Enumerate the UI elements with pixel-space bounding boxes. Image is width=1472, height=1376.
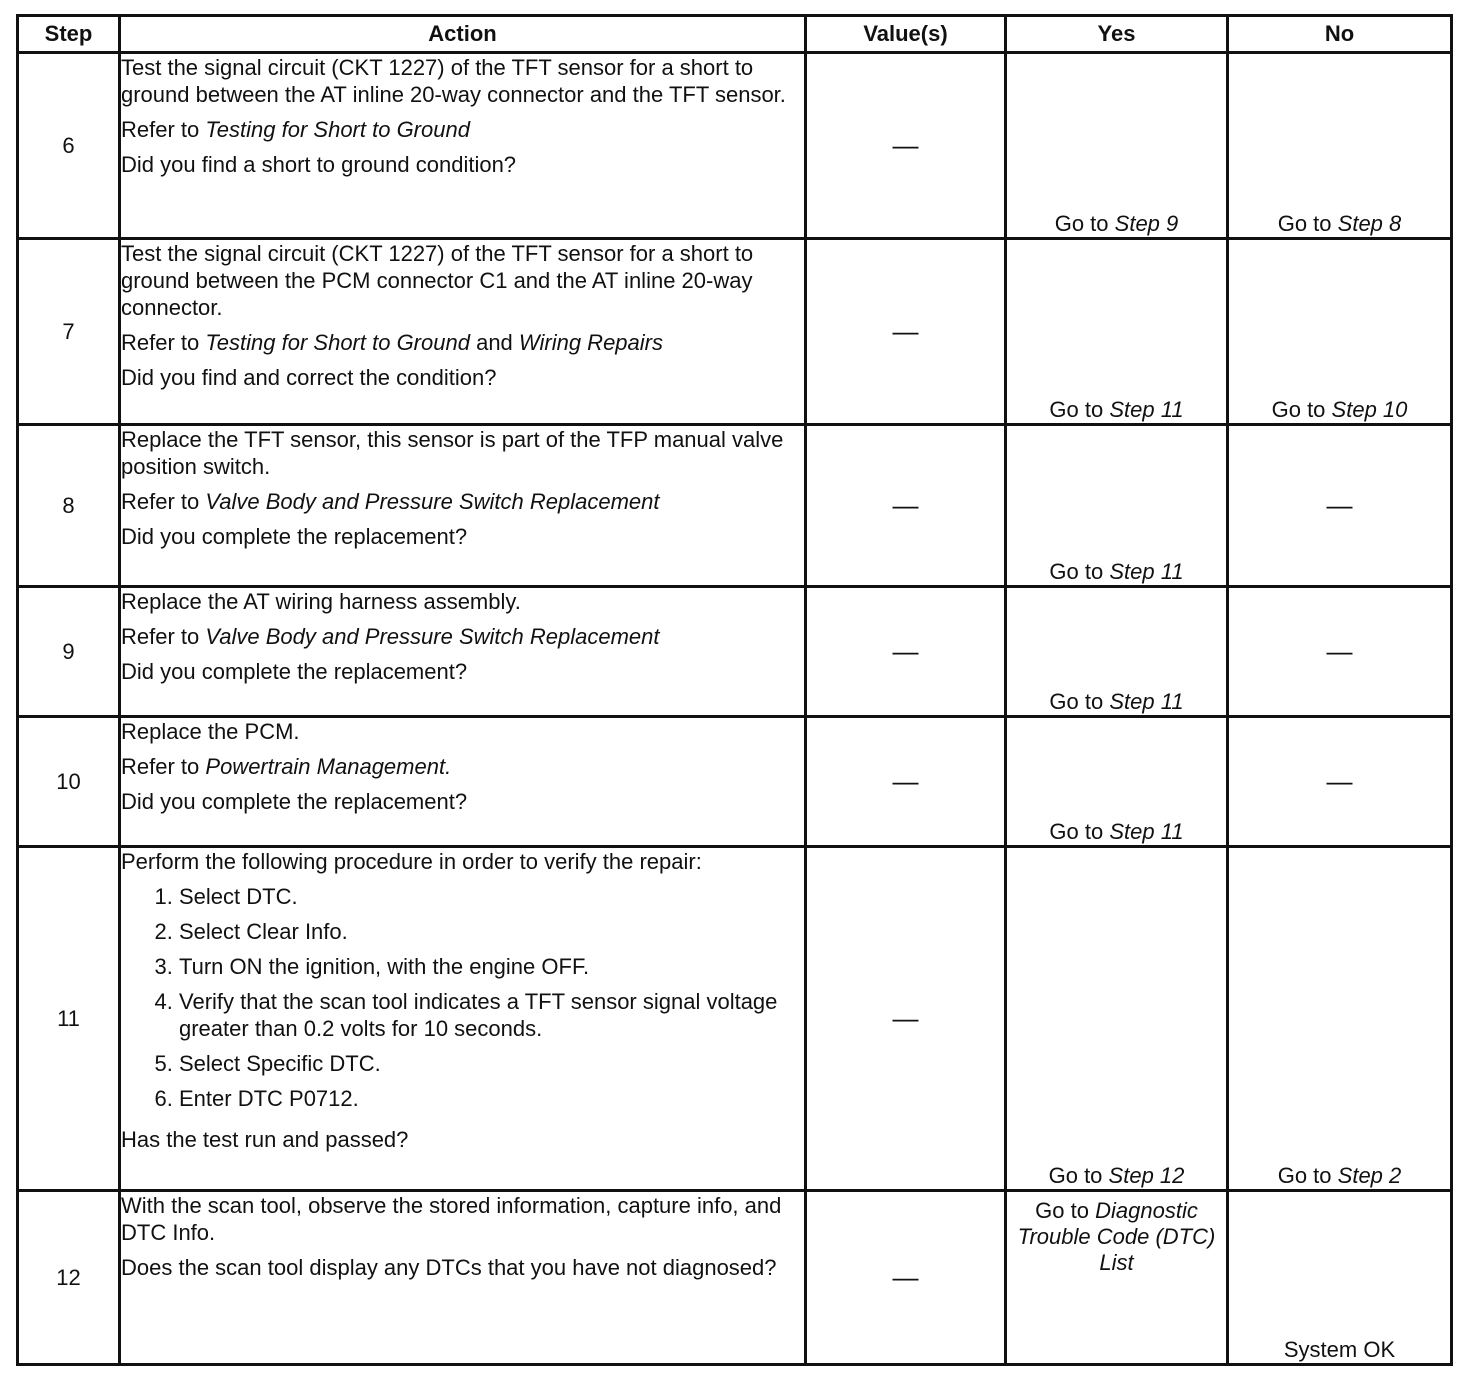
no-step-link[interactable]: Step 2 [1337, 1163, 1402, 1188]
refer-link[interactable]: Testing for Short to Ground [205, 117, 470, 142]
table-row [18, 425, 1452, 587]
list-item: 6. Enter DTC P0712. [179, 1085, 804, 1112]
action-cell [120, 53, 806, 239]
question-text: Did you find a short to ground condition? [121, 152, 517, 177]
list-item: 2. Select Clear Info. [179, 918, 804, 945]
no-cell: System OK [1228, 1191, 1452, 1365]
list-item: 3. Turn ON the ignition, with the engine OFF. [179, 953, 804, 980]
header-yes: Yes [1006, 16, 1228, 53]
refer-link[interactable]: Powertrain Management. [205, 754, 452, 779]
yes-cell: Go to Step 12 [1006, 847, 1228, 1191]
yes-step-link[interactable]: Step 11 [1109, 559, 1184, 584]
action-text: With the scan tool, observe the stored information, capture info, and DTC Info. [121, 1193, 782, 1245]
refer-line: Refer to Valve Body and Pressure Switch Replacement [121, 489, 660, 514]
table-row [18, 1191, 1452, 1365]
header-row [18, 16, 1452, 53]
table-row [18, 53, 1452, 239]
action-cell [120, 717, 806, 847]
yes-cell: Go to Step 11 [1006, 587, 1228, 717]
action-cell [120, 847, 806, 1191]
yes-step-link[interactable]: Step 11 [1109, 397, 1184, 422]
yes-cell: Go to Step 11 [1006, 239, 1228, 425]
table-row [18, 239, 1452, 425]
table-row [18, 847, 1452, 1191]
no-dash: — [1228, 425, 1452, 587]
value-dash: — [806, 717, 1006, 847]
value-dash: — [806, 239, 1006, 425]
header-action: Action [120, 16, 806, 53]
question-text: Did you complete the replacement? [121, 789, 468, 814]
refer-line: Refer to Powertrain Management. [121, 754, 452, 779]
action-text: Perform the following procedure in order to verify the repair: [121, 849, 702, 874]
step-number: 10 [18, 717, 120, 847]
refer-link[interactable]: Testing for Short to Ground [205, 330, 470, 355]
step-number: 8 [18, 425, 120, 587]
procedure-list [121, 883, 804, 1120]
diagnostic-table [16, 14, 1453, 1366]
header-no: No [1228, 16, 1452, 53]
step-number: 12 [18, 1191, 120, 1365]
action-cell [120, 239, 806, 425]
header-step: Step [18, 16, 120, 53]
refer-line: Refer to Valve Body and Pressure Switch Replacement [121, 624, 660, 649]
value-dash: — [806, 53, 1006, 239]
yes-step-link[interactable]: Step 12 [1108, 1163, 1185, 1188]
action-text: Replace the PCM. [121, 719, 300, 744]
yes-step-link[interactable]: Step 11 [1109, 819, 1184, 844]
refer-link[interactable]: Valve Body and Pressure Switch Replacement [205, 624, 660, 649]
question-text: Does the scan tool display any DTCs that you have not diagnosed? [121, 1255, 777, 1280]
yes-step-link[interactable]: Step 11 [1109, 689, 1184, 714]
question-text: Did you find and correct the condition? [121, 365, 497, 390]
yes-cell: Go to Step 9 [1006, 53, 1228, 239]
action-cell [120, 587, 806, 717]
table-row [18, 717, 1452, 847]
no-step-link[interactable]: Step 10 [1331, 397, 1408, 422]
action-cell [120, 1191, 806, 1365]
question-text: Did you complete the replacement? [121, 524, 468, 549]
table-row [18, 587, 1452, 717]
list-item: 4. Verify that the scan tool indicates a TFT sensor signal voltage greater than 0.2 volts for 10 seconds. [179, 988, 804, 1042]
yes-target-link[interactable]: Diagnostic Trouble Code (DTC) List [1017, 1198, 1216, 1275]
step-number: 6 [18, 53, 120, 239]
question-text: Did you complete the replacement? [121, 659, 468, 684]
yes-step-link[interactable]: Step 9 [1114, 211, 1179, 236]
refer-link[interactable]: Valve Body and Pressure Switch Replacement [205, 489, 660, 514]
action-text: Test the signal circuit (CKT 1227) of the TFT sensor for a short to ground between the AT inline 20-way connector and the TFT sensor. [121, 55, 786, 107]
no-dash: — [1228, 587, 1452, 717]
no-cell: Go to Step 10 [1228, 239, 1452, 425]
no-dash: — [1228, 717, 1452, 847]
no-step-link[interactable]: Step 8 [1337, 211, 1402, 236]
value-dash: — [806, 1191, 1006, 1365]
action-text: Replace the TFT sensor, this sensor is part of the TFP manual valve position switch. [121, 427, 784, 479]
yes-cell: Go to Diagnostic Trouble Code (DTC) List [1006, 1191, 1228, 1365]
step-number: 9 [18, 587, 120, 717]
no-cell: Go to Step 8 [1228, 53, 1452, 239]
list-item: 5. Select Specific DTC. [179, 1050, 804, 1077]
question-text: Has the test run and passed? [121, 1127, 409, 1152]
yes-cell: Go to Step 11 [1006, 717, 1228, 847]
step-number: 11 [18, 847, 120, 1191]
value-dash: — [806, 425, 1006, 587]
value-dash: — [806, 587, 1006, 717]
header-values: Value(s) [806, 16, 1006, 53]
action-text: Test the signal circuit (CKT 1227) of the TFT sensor for a short to ground between the PCM connector C1 and the AT inline 20-way connector. [121, 241, 754, 320]
refer-line: Refer to Testing for Short to Ground [121, 117, 470, 142]
refer-link[interactable]: Wiring Repairs [518, 330, 663, 355]
step-number: 7 [18, 239, 120, 425]
action-text: Replace the AT wiring harness assembly. [121, 589, 521, 614]
no-cell: Go to Step 2 [1228, 847, 1452, 1191]
value-dash: — [806, 847, 1006, 1191]
list-item: 1. Select DTC. [179, 883, 804, 910]
action-cell [120, 425, 806, 587]
yes-cell: Go to Step 11 [1006, 425, 1228, 587]
refer-line: Refer to Testing for Short to Ground and Wiring Repairs [121, 330, 663, 355]
